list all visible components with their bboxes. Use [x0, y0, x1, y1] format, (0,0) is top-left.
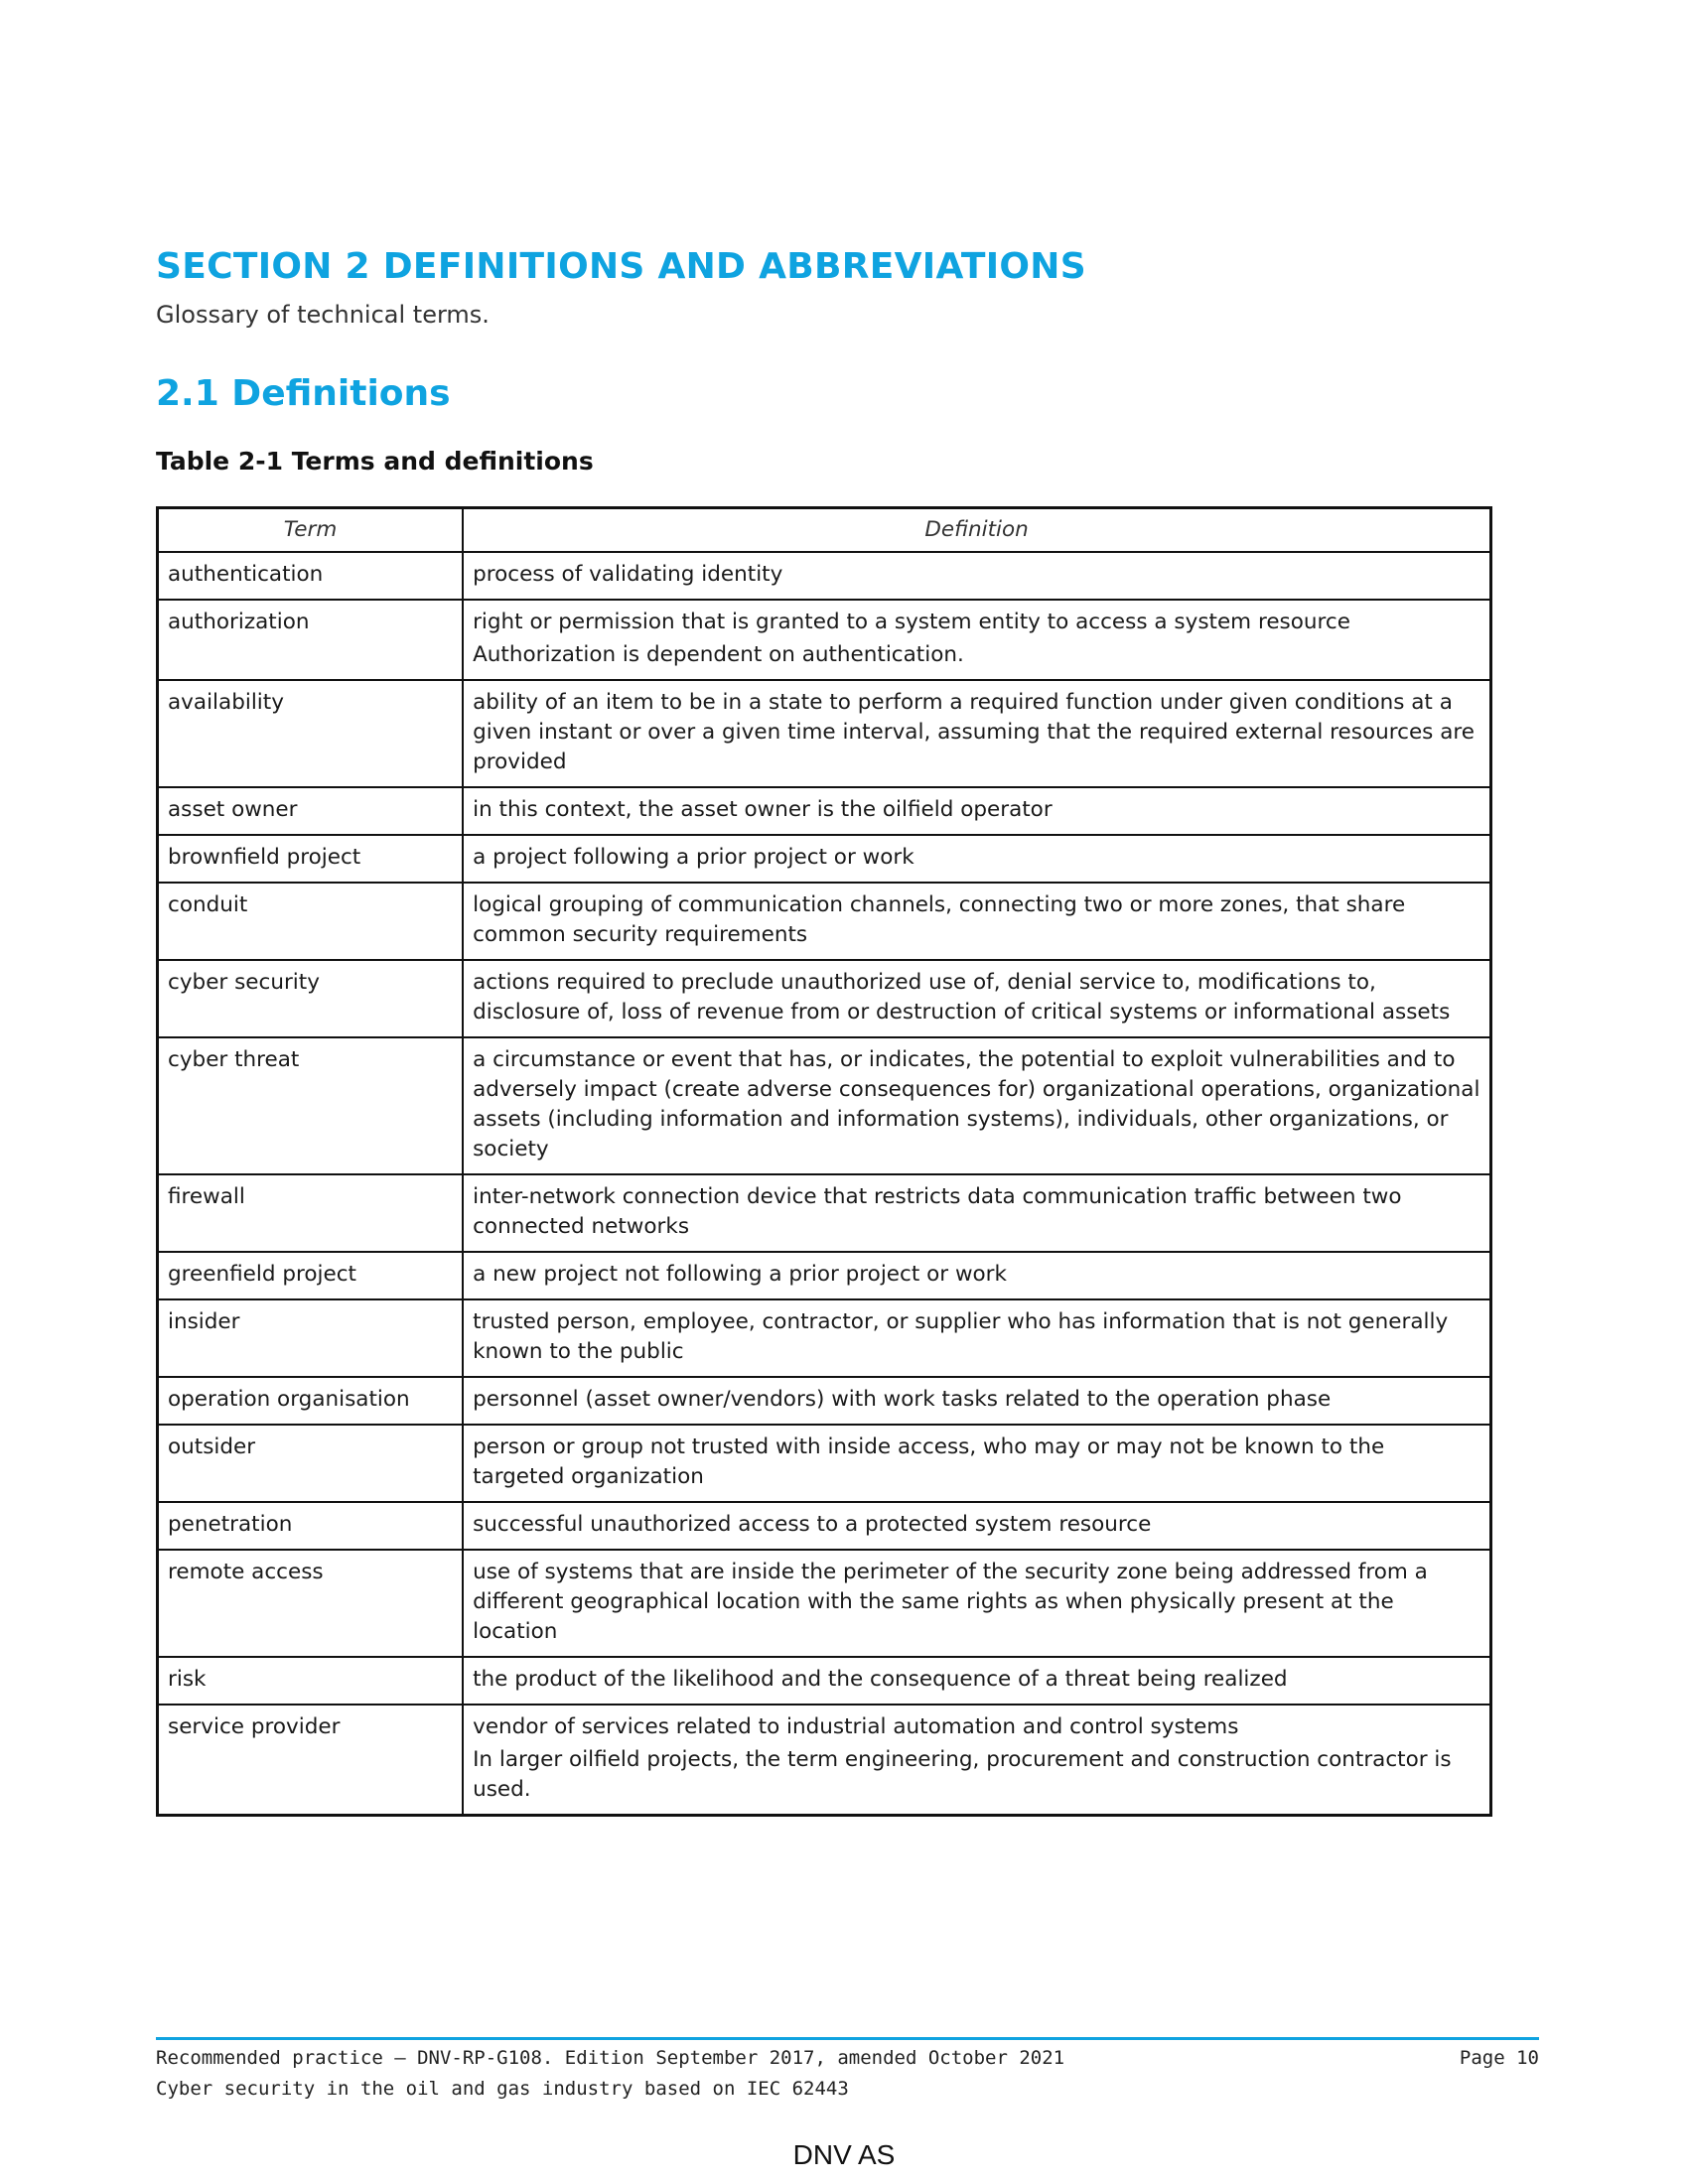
- definition-cell: [463, 1425, 1490, 1502]
- definition-cell: [463, 1299, 1490, 1377]
- terms-table-body: [158, 552, 1491, 1816]
- table-row: [158, 1299, 1491, 1377]
- term-cell: firewall: [158, 1174, 464, 1252]
- term-cell: penetration: [158, 1502, 464, 1550]
- definition-cell: [463, 552, 1490, 600]
- definition-cell: [463, 960, 1490, 1037]
- table-row: [158, 552, 1491, 600]
- subsection-title: 2.1 Definitions: [156, 373, 451, 414]
- table-row: [158, 1425, 1491, 1502]
- definition-text: a project following a prior project or work: [473, 845, 914, 870]
- table-row: [158, 1705, 1491, 1816]
- table-row: [158, 960, 1491, 1037]
- organization-name: DNV AS: [792, 2139, 896, 2170]
- definition-text: personnel (asset owner/vendors) with work tasks related to the operation phase: [473, 1387, 1332, 1412]
- definition-cell: [463, 1377, 1490, 1425]
- footer-document-info: Recommended practice — DNV-RP-G108. Edition September 2017, amended October 2021: [156, 2047, 1065, 2069]
- footer-document-subtitle: Cyber security in the oil and gas industry based on IEC 62443: [156, 2078, 849, 2100]
- page-number: Page 10: [1459, 2047, 1539, 2069]
- definition-text: ability of an item to be in a state to perform a required function under given conditions at a given instant or over a given time interval, assuming that the required external resources are provided: [473, 690, 1475, 774]
- term-cell: brownfield project: [158, 835, 464, 883]
- term-cell: authentication: [158, 552, 464, 600]
- table-header-row: [158, 508, 1491, 553]
- term-cell: cyber security: [158, 960, 464, 1037]
- term-cell: remote access: [158, 1550, 464, 1657]
- term-cell: asset owner: [158, 787, 464, 835]
- definition-text: use of systems that are inside the perimeter of the security zone being addressed from a different geographical location with the same rights as when physically present at the location: [473, 1560, 1428, 1644]
- definition-cell: [463, 1502, 1490, 1550]
- definition-cell: [463, 680, 1490, 787]
- table-row: [158, 1037, 1491, 1174]
- terms-table: [156, 506, 1492, 1817]
- definition-cell: [463, 787, 1490, 835]
- definition-cell: [463, 1657, 1490, 1705]
- table-row: [158, 1174, 1491, 1252]
- term-cell: greenfield project: [158, 1252, 464, 1299]
- term-cell: outsider: [158, 1425, 464, 1502]
- definition-cell: [463, 1037, 1490, 1174]
- table-row: [158, 1377, 1491, 1425]
- definition-cell: [463, 1705, 1490, 1816]
- definition-text: logical grouping of communication channels, connecting two or more zones, that share common security requirements: [473, 892, 1406, 947]
- definition-text: person or group not trusted with inside access, who may or may not be known to the targeted organization: [473, 1434, 1385, 1489]
- table-row: [158, 1657, 1491, 1705]
- term-cell: availability: [158, 680, 464, 787]
- definition-cell: [463, 600, 1490, 680]
- term-cell: operation organisation: [158, 1377, 464, 1425]
- definition-text: a circumstance or event that has, or indicates, the potential to exploit vulnerabilities and to adversely impact (create adverse consequences for) organizational operations, organizational assets (including information and information systems), individuals, other organizations, or society: [473, 1047, 1480, 1161]
- term-cell: service provider: [158, 1705, 464, 1816]
- table-caption: Table 2-1 Terms and definitions: [156, 447, 594, 476]
- definition-text: trusted person, employee, contractor, or supplier who has information that is not generally known to the public: [473, 1309, 1449, 1364]
- footer-divider: [156, 2037, 1539, 2040]
- section-subtitle: Glossary of technical terms.: [156, 301, 490, 329]
- table-row: [158, 600, 1491, 680]
- term-cell: authorization: [158, 600, 464, 680]
- table-row: [158, 1502, 1491, 1550]
- table-row: [158, 835, 1491, 883]
- definition-cell: [463, 835, 1490, 883]
- definition-text: vendor of services related to industrial automation and control systems: [473, 1714, 1239, 1739]
- definition-text: right or permission that is granted to a system entity to access a system resource: [473, 610, 1350, 634]
- definition-cell: [463, 1550, 1490, 1657]
- table-row: [158, 787, 1491, 835]
- term-cell: insider: [158, 1299, 464, 1377]
- term-cell: cyber threat: [158, 1037, 464, 1174]
- definition-text: inter-network connection device that restricts data communication traffic between two connected networks: [473, 1184, 1402, 1239]
- definition-text: Authorization is dependent on authentication.: [473, 642, 964, 667]
- definition-text: a new project not following a prior project or work: [473, 1262, 1007, 1287]
- definition-text: in this context, the asset owner is the oilfield operator: [473, 797, 1053, 822]
- term-cell: conduit: [158, 883, 464, 960]
- table-row: [158, 1550, 1491, 1657]
- definition-text: successful unauthorized access to a protected system resource: [473, 1512, 1152, 1537]
- definition-text: process of validating identity: [473, 562, 783, 587]
- table-row: [158, 1252, 1491, 1299]
- table-row: [158, 883, 1491, 960]
- definition-cell: [463, 1252, 1490, 1299]
- section-title: SECTION 2 DEFINITIONS AND ABBREVIATIONS: [156, 246, 1086, 287]
- definition-cell: [463, 1174, 1490, 1252]
- definition-text: In larger oilfield projects, the term engineering, procurement and construction contractor is used.: [473, 1747, 1452, 1802]
- definition-text: actions required to preclude unauthorized use of, denial service to, modifications to, disclosure of, loss of revenue from or destruction of critical systems or informational assets: [473, 970, 1451, 1024]
- definition-text: the product of the likelihood and the consequence of a threat being realized: [473, 1667, 1288, 1692]
- definition-cell: [463, 883, 1490, 960]
- table-row: [158, 680, 1491, 787]
- column-header-term: Term: [158, 508, 464, 553]
- column-header-definition: Definition: [463, 508, 1490, 553]
- term-cell: risk: [158, 1657, 464, 1705]
